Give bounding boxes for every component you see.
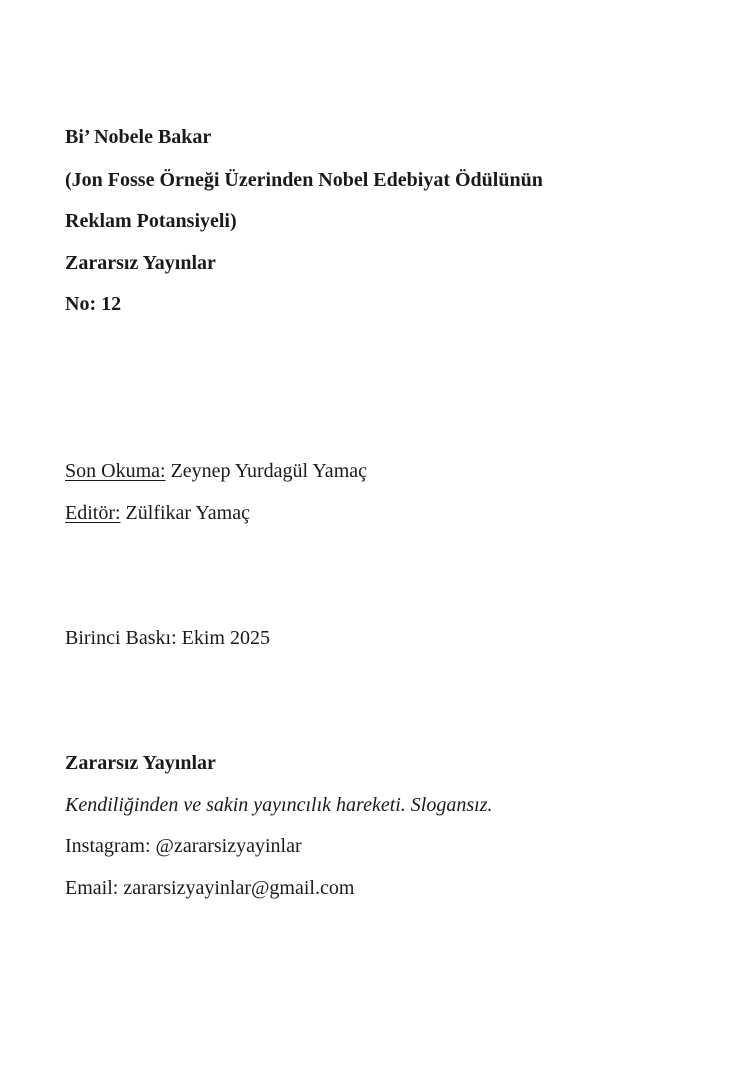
publisher-name: Zararsız Yayınlar (65, 752, 216, 774)
publisher-heading: Zararsız Yayınlar (65, 252, 216, 274)
editor-name: Zülfikar Yamaç (120, 502, 250, 524)
proofreading-label: Son Okuma: (65, 460, 166, 482)
edition-info: Birinci Baskı: Ekim 2025 (65, 627, 270, 649)
publisher-motto: Kendiliğinden ve sakin yayıncılık hareketi. Slogansız. (65, 794, 493, 816)
series-number: No: 12 (65, 293, 122, 315)
contact-email: Email: zararsizyayinlar@gmail.com (65, 877, 355, 899)
proofreading-name: Zeynep Yurdagül Yamaç (165, 460, 367, 482)
editor-credit (65, 503, 250, 523)
book-subtitle-line-2: Reklam Potansiyeli) (65, 210, 237, 232)
book-subtitle-line-1: (Jon Fosse Örneği Üzerinden Nobel Edebiyat Ödülünün (65, 169, 543, 191)
book-title: Bi’ Nobele Bakar (65, 126, 212, 148)
instagram-handle: Instagram: @zararsizyayinlar (65, 835, 302, 857)
editor-label: Editör: (65, 502, 121, 524)
proofreading-credit (65, 461, 367, 481)
